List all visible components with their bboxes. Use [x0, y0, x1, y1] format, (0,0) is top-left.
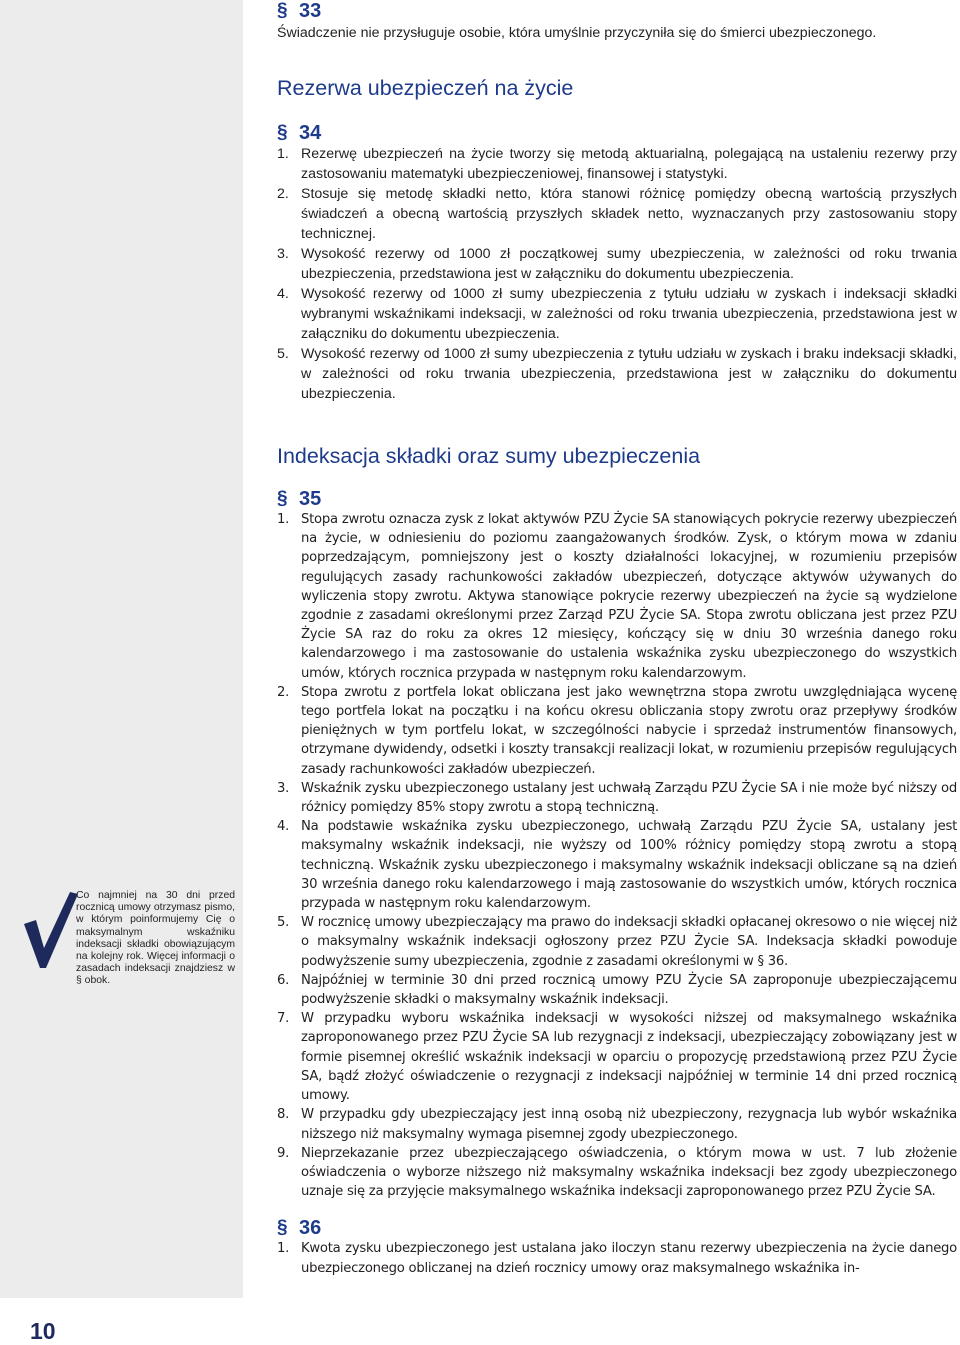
list-item: 9. Nieprzekazanie przez ubezpieczającego oświadczenia, o którym mowa w ust. 7 lub złożenie oświadczenia o wyborze niższego niż maksymalny wskaźnika indeksacji bez zgody ubezpieczonego uznaje się za przyjęcie maksymalnego wskaźnika indeksacji zaproponowanego przez PZU Życie SA. [277, 1145, 957, 1200]
list-item: 3. Wysokość rezerwy od 1000 zł początkowej sumy ubezpieczenia, w zależności od roku trwania ubezpieczenia, przedstawiona jest w załączniku do dokumentu ubezpieczenia. [277, 246, 957, 282]
side-note-text: Co najmniej na 30 dni przed rocznicą umowy otrzymasz pismo, w którym poinformujemy Cię o maksymalnym wskaźniku indeksacji składki obowiązującym na kolejny rok. Więcej informacji o zasadach indeksacji znajdziesz w § obok. [76, 890, 235, 987]
heading-indeksacja: Indeksacja składki oraz sumy ubezpieczenia [277, 444, 701, 468]
heading-rezerwa: Rezerwa ubezpieczeń na życie [277, 76, 574, 100]
list-item: 4. Wysokość rezerwy od 1000 zł sumy ubezpieczenia z tytułu udziału w zyskach i indeksacji składki wybranymi wskaźnikami indeksacji, w zależności od roku trwania ubezpieczenia, przedstawiona jest w załączniku do dokumentu ubezpieczenia. [277, 286, 957, 342]
list-item: 5. Wysokość rezerwy od 1000 zł sumy ubezpieczenia z tytułu udziału w zyskach i braku indeksacji składki, w zależności od roku trwania ubezpieczenia, przedstawiona jest w załączniku do dokumentu ubezpieczenia. [277, 346, 957, 402]
section-34-list [277, 144, 957, 404]
section-35-list [277, 510, 957, 1201]
page-number: 10 [30, 1318, 56, 1344]
list-item: 3. Wskaźnik zysku ubezpieczonego ustalany jest uchwałą Zarządu PZU Życie SA i nie może być niższy od różnicy pomiędzy 85% stopy zwrotu a stopą techniczną. [277, 780, 957, 816]
sidebar-panel [0, 0, 243, 1298]
paragraph-symbol: § [277, 0, 288, 21]
list-item: 1. Stopa zwrotu oznacza zysk z lokat aktywów PZU Życie SA stanowiących pokrycie rezerwy ubezpieczeń na życie, w odniesieniu do poziomu zaangażowanych środków. Zysk, o którym mowa w zdaniu poprzedzającym, pomniejszony jest o koszty działalności lokacyjnej, w rozumieniu przepisów regulujących zasady rachunkowości zakładów ubezpieczeń, dotyczące aktywów używanych do wyliczenia stopy zwrotu. Aktywa stanowiące pokrycie rezerwy ubezpieczeń na życie są wydzielone zgodnie z zasadami określonymi przez Zarząd PZU Życie SA. Stopa zwrotu obliczana jest przez PZU Życie SA raz do roku za okres 12 miesięcy, kończący się w dniu 30 września danego roku kalendarzowego i ma zastosowanie do ustalenia wskaźnika zysku ubezpieczonego do wszystkich umów, których rocznica przypada w następnym roku kalendarzowym. [277, 512, 957, 681]
list-item: 8. W przypadku gdy ubezpieczający jest inną osobą niż ubezpieczony, rezygnacja lub wybór wskaźnika niższego niż maksymalny wymaga pisemnej zgody ubezpieczonego. [277, 1107, 957, 1142]
section-number: 34 [299, 122, 322, 144]
section-35-heading [277, 488, 957, 510]
side-note [20, 890, 235, 988]
section-number: 35 [299, 488, 322, 510]
section-33-text: Świadczenie nie przysługuje osobie, która umyślnie przyczyniła się do śmierci ubezpieczonego. [277, 25, 877, 41]
list-item: 7. W przypadku wyboru wskaźnika indeksacji w wysokości niższej od maksymalnego wskaźnika zaproponowanego przez PZU Życie SA lub rezygnacji z indeksacji, ubezpieczający zobowiązany jest w formie pisemnej określić wskaźnik indeksacji w oparciu o propozycję przedstawioną przez PZU Życie SA, bądź złożyć oświadczenie o rezygnacji z indeksacji najpóźniej w terminie 14 dni przed rocznicą umowy. [277, 1011, 957, 1104]
list-item: 5. W rocznicę umowy ubezpieczający ma prawo do indeksacji składki opłacanej okresowo o nie więcej niż o maksymalny wskaźnik indeksacji ogłoszony przez PZU Życie SA. Indeksacja składki powoduje podwyższenie sumy ubezpieczenia, zgodnie z zasadami określonymi w § 36. [277, 915, 957, 969]
paragraph-symbol: § [277, 488, 288, 509]
list-item: 6. Najpóźniej w terminie 30 dni przed rocznicą umowy PZU Życie SA zaproponuje ubezpieczającemu podwyższenie składki o maksymalny wskaźnik indeksacji. [277, 972, 957, 1008]
list-item: 2. Stopa zwrotu z portfela lokat obliczana jest jako wewnętrzna stopa zwrotu uwzględniająca wycenę tego portfela lokat na początku i na końcu okresu obliczania stopy zwrotu oraz przepływy środków pieniężnych w tym portfelu lokat, w szczególności nabycie i sprzedaż instrumentów finansowych, otrzymane dywidendy, odsetki i koszty transakcji realizacji lokat, w rozumieniu przepisów regulujących zasady rachunkowości zakładów ubezpieczeń. [277, 684, 957, 777]
section-36-heading [277, 1217, 957, 1239]
paragraph-symbol: § [277, 122, 288, 143]
section-number: 36 [299, 1217, 322, 1240]
section-33-heading [277, 0, 957, 22]
section-36-list [277, 1239, 957, 1277]
list-item: 2. Stosuje się metodę składki netto, która stanowi różnicę pomiędzy obecną wartością przyszłych świadczeń a obecną wartością przyszłych składek netto, wyznaczanych przy zastosowaniu stopy technicznej. [277, 186, 957, 242]
list-item: 1. Kwota zysku ubezpieczonego jest ustalana jako iloczyn stanu rezerwy ubezpieczenia na życie danego ubezpieczonego obliczanej na dzień rocznicy umowy oraz maksymalnego wskaźnika in- [277, 1241, 957, 1276]
paragraph-symbol: § [277, 1217, 288, 1239]
section-34-heading [277, 122, 957, 144]
main-content [277, 0, 957, 1278]
section-number: 33 [299, 0, 322, 22]
list-item: 1. Rezerwę ubezpieczeń na życie tworzy się metodą aktuarialną, polegającą na ustaleniu rezerwy przy zastosowaniu matematyki ubezpieczeniowej, finansowej i statystyki. [277, 146, 957, 182]
list-item: 4. Na podstawie wskaźnika zysku ubezpieczonego, uchwałą Zarządu PZU Życie SA, ustalany jest maksymalny wskaźnik indeksacji, nie wyższy od 100% różnicy pomiędzy stopą zwrotu a stopą techniczną. Wskaźnik zysku ubezpieczonego i maksymalny wskaźnik indeksacji obliczane są na dzień 30 września danego roku kalendarzowego i mają zastosowanie do wszystkich umów, których rocznica przypada w następnym roku kalendarzowym. [277, 819, 957, 912]
